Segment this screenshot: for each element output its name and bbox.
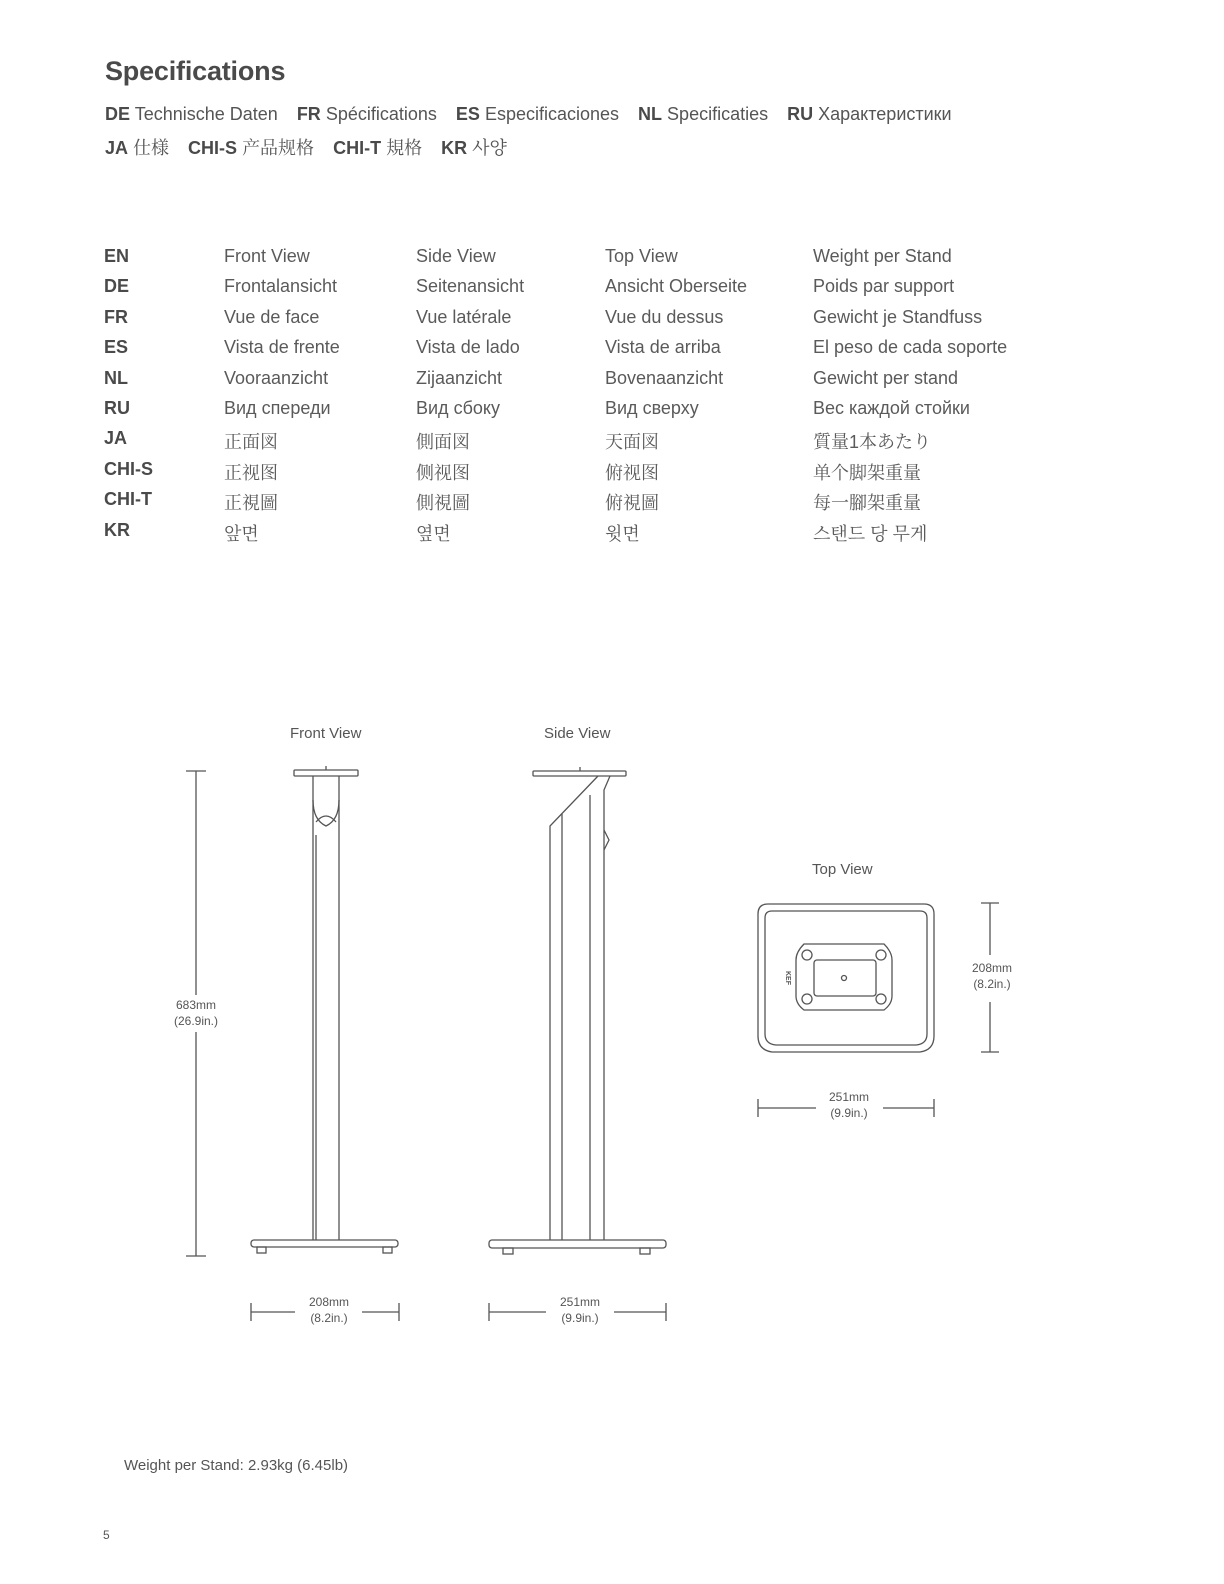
table-cell-front: Frontalansicht xyxy=(224,276,338,297)
table-row-language-code: KR xyxy=(104,519,130,540)
table-cell-side: 옆면 xyxy=(416,523,451,544)
front-width-dimension: 208mm (8.2in.) xyxy=(308,1295,349,1325)
table-row-language-code: NL xyxy=(104,367,128,388)
table-row-language-code: CHI-T xyxy=(104,489,152,510)
side-view-label: Side View xyxy=(544,725,611,742)
table-cell-front: 正視圖 xyxy=(224,493,278,514)
table-cell-side: Seitenansicht xyxy=(416,276,525,297)
table-cell-weight: 每一腳架重量 xyxy=(813,493,921,514)
table-cell-front: 正面図 xyxy=(224,432,278,453)
table-cell-front: Front View xyxy=(224,246,310,266)
side-width-dimension: 251mm (9.9in.) xyxy=(559,1295,600,1325)
table-cell-weight: El peso de cada soporte xyxy=(813,337,1008,358)
table-row-language-code: CHI-S xyxy=(104,458,153,479)
table-cell-front: 正视图 xyxy=(224,462,278,483)
languages-line-2: JA 仕様 CHI-S 产品规格 CHI-T 規格 KR 사양 xyxy=(105,138,507,158)
table-cell-top: Bovenaanzicht xyxy=(605,367,724,388)
table-row-language-code: FR xyxy=(104,306,128,327)
table-cell-front: Vista de frente xyxy=(224,337,340,358)
top-depth-dimension: 208mm (8.2in.) xyxy=(971,961,1012,991)
table-cell-top: Vista de arriba xyxy=(605,337,721,358)
table-cell-top: 俯視圖 xyxy=(605,493,659,514)
table-cell-front: 앞면 xyxy=(224,523,259,544)
table-cell-weight: Weight per Stand xyxy=(813,246,952,266)
table-cell-side: 側視圖 xyxy=(416,493,470,514)
table-cell-top: 天面図 xyxy=(605,432,659,453)
table-cell-front: Вид спереди xyxy=(224,398,331,418)
table-cell-top: 俯视图 xyxy=(605,462,659,483)
table-cell-top: Вид сверху xyxy=(605,398,699,418)
table-cell-weight: 스탠드 당 무게 xyxy=(813,523,928,544)
table-cell-side: Side View xyxy=(416,246,496,266)
table-cell-side: Zijaanzicht xyxy=(416,367,503,388)
table-cell-side: Вид сбоку xyxy=(416,398,500,418)
front-view-label: Front View xyxy=(290,725,362,742)
height-dimension: 683mm (26.9in.) xyxy=(173,998,219,1028)
table-cell-side: Vue latérale xyxy=(416,306,512,327)
table-cell-top: Vue du dessus xyxy=(605,306,724,327)
table-cell-weight: Poids par support xyxy=(813,276,955,297)
languages-line-1: DE Technische Daten FR Spécifications ES Especificaciones NL Specificaties RU Характеристики xyxy=(105,104,952,124)
kef-logo: KEF xyxy=(784,971,791,985)
table-cell-weight: Вес каждой стойки xyxy=(813,398,970,418)
top-view-label: Top View xyxy=(812,861,873,878)
top-width-dimension: 251mm (9.9in.) xyxy=(828,1090,869,1120)
table-cell-front: Vooraanzicht xyxy=(224,367,329,388)
table-cell-top: 윗면 xyxy=(605,523,640,544)
table-cell-side: 侧视图 xyxy=(416,462,470,483)
front-view-drawing xyxy=(251,766,398,1253)
table-row-language-code: RU xyxy=(104,398,130,418)
page-title: Specifications xyxy=(105,56,286,86)
table-cell-side: Vista de lado xyxy=(416,337,520,358)
table-row-language-code: JA xyxy=(104,428,128,449)
table-cell-weight: Gewicht per stand xyxy=(813,367,959,388)
table-cell-top: Ansicht Oberseite xyxy=(605,276,748,297)
page-number: 5 xyxy=(103,1528,110,1542)
side-view-drawing xyxy=(489,767,666,1254)
table-row-language-code: ES xyxy=(104,337,129,358)
table-row-language-code: DE xyxy=(104,276,130,297)
table-row-language-code: EN xyxy=(104,246,130,266)
table-cell-weight: Gewicht je Standfuss xyxy=(813,306,983,327)
table-cell-front: Vue de face xyxy=(224,306,320,327)
table-cell-top: Top View xyxy=(605,246,678,266)
table-cell-weight: 質量1本あたり xyxy=(813,432,932,453)
weight-per-stand: Weight per Stand: 2.93kg (6.45lb) xyxy=(124,1457,349,1474)
table-cell-side: 側面図 xyxy=(416,432,470,453)
table-cell-weight: 单个脚架重量 xyxy=(813,462,921,483)
